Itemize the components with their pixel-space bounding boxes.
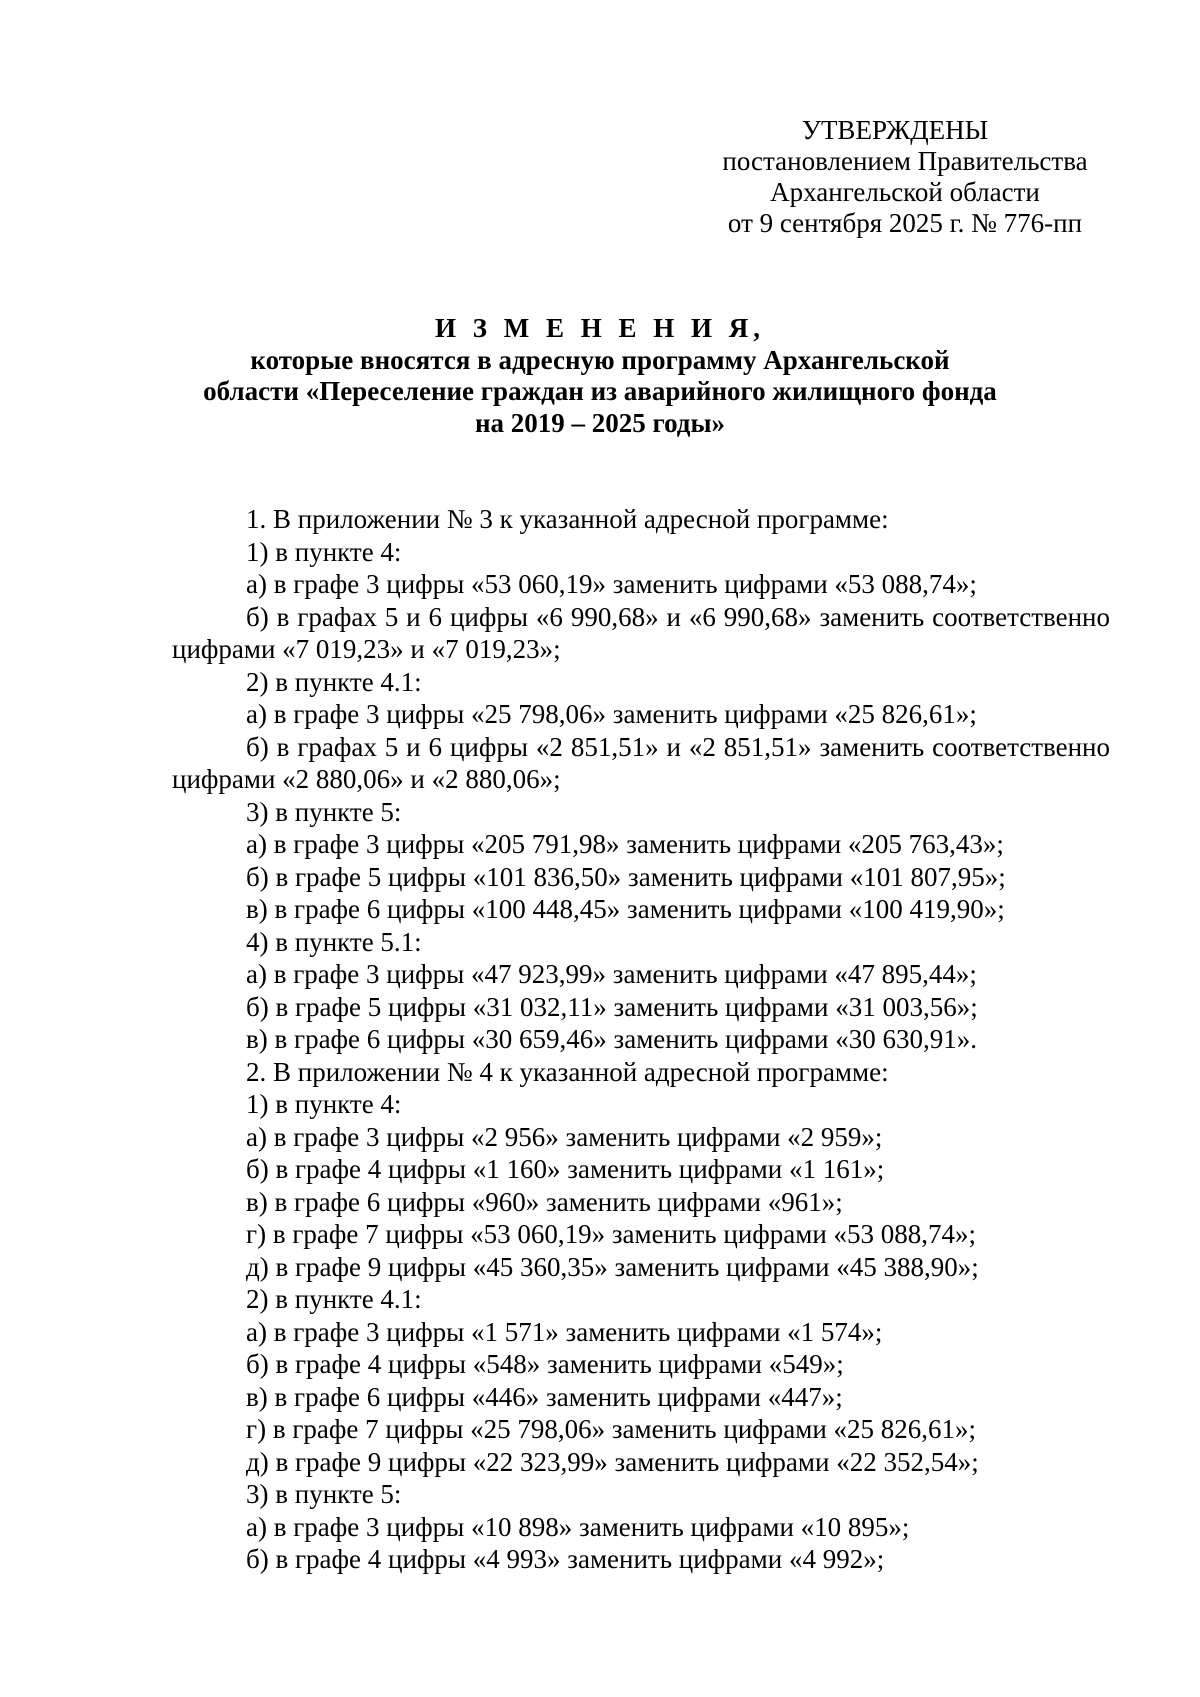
approval-heading: УТВЕРЖДЕНЫ (801, 115, 989, 145)
paragraph: д) в графе 9 цифры «22 323,99» заменить цифрами «22 352,54»; (246, 1446, 979, 1477)
paragraph: в) в графе 6 цифры «446» заменить цифрами «447»; (246, 1381, 843, 1412)
paragraph: б) в графе 4 цифры «4 993» заменить цифрами «4 992»; (246, 1544, 885, 1574)
document-title (180, 313, 1020, 439)
paragraph: б) в графе 4 цифры «1 160» заменить цифрами «1 161»; (246, 1154, 885, 1184)
paragraph: в) в графе 6 цифры «30 659,46» заменить цифрами «30 630,91». (246, 1024, 977, 1054)
title-line: области «Переселение граждан из аварийного жилищного фонда (203, 376, 997, 406)
document-body (172, 503, 1110, 1576)
title-heading: И З М Е Н Е Н И Я, (434, 313, 765, 343)
paragraph: г) в графе 7 цифры «53 060,19» заменить цифрами «53 088,74»; (246, 1219, 977, 1249)
title-line: которые вносятся в адресную программу Архангельской (250, 344, 950, 375)
paragraph: а) в графе 3 цифры «2 956» заменить цифрами «2 959»; (246, 1121, 883, 1152)
approval-line: постановлением Правительства (722, 146, 1088, 176)
paragraph: в) в графе 6 цифры «100 448,45» заменить цифрами «100 419,90»; (246, 894, 1005, 924)
paragraph: 4) в пункте 5.1: (246, 926, 422, 957)
paragraph: 3) в пункте 5: (246, 796, 402, 827)
paragraph: 2) в пункте 4.1: (246, 666, 422, 697)
paragraph: б) в графе 4 цифры «548» заменить цифрами «549»; (246, 1349, 844, 1379)
paragraph: а) в графе 3 цифры «53 060,19» заменить цифрами «53 088,74»; (246, 569, 977, 599)
paragraph: г) в графе 7 цифры «25 798,06» заменить цифрами «25 826,61»; (246, 1414, 977, 1444)
paragraph: д) в графе 9 цифры «45 360,35» заменить цифрами «45 388,90»; (246, 1251, 979, 1282)
paragraph: а) в графе 3 цифры «47 923,99» заменить цифрами «47 895,44»; (246, 959, 977, 989)
paragraph: 1) в пункте 4: (246, 1089, 402, 1119)
approval-stamp (690, 115, 1120, 239)
title-line: на 2019 – 2025 годы» (474, 407, 726, 438)
paragraph: б) в графе 5 цифры «31 032,11» заменить цифрами «31 003,56»; (246, 991, 978, 1022)
paragraph: 3) в пункте 5: (246, 1479, 402, 1509)
approval-date: от 9 сентября 2025 г. № 776-пп (727, 208, 1083, 238)
paragraph: 1. В приложении № 3 к указанной адресной программе: (246, 504, 889, 534)
paragraph: б) в графах 5 и 6 цифры «2 851,51» и «2 851,51» заменить соответственно цифрами «2 880,06» и «2 880,06»; (172, 731, 1110, 794)
paragraph: а) в графе 3 цифры «1 571» заменить цифрами «1 574»; (246, 1316, 883, 1347)
paragraph: а) в графе 3 цифры «25 798,06» заменить цифрами «25 826,61»; (246, 699, 977, 729)
paragraph: в) в графе 6 цифры «960» заменить цифрами «961»; (246, 1186, 843, 1217)
paragraph: б) в графах 5 и 6 цифры «6 990,68» и «6 990,68» заменить соответственно цифрами «7 019,23» и «7 019,23»; (172, 601, 1110, 664)
paragraph: а) в графе 3 цифры «205 791,98» заменить цифрами «205 763,43»; (246, 829, 1004, 859)
approval-line: Архангельской области (770, 177, 1040, 207)
paragraph: 2. В приложении № 4 к указанной адресной программе: (246, 1056, 889, 1087)
paragraph: б) в графе 5 цифры «101 836,50» заменить цифрами «101 807,95»; (246, 861, 1006, 892)
paragraph: 2) в пункте 4.1: (246, 1284, 422, 1314)
paragraph: а) в графе 3 цифры «10 898» заменить цифрами «10 895»; (246, 1511, 910, 1542)
paragraph: 1) в пункте 4: (246, 536, 402, 567)
